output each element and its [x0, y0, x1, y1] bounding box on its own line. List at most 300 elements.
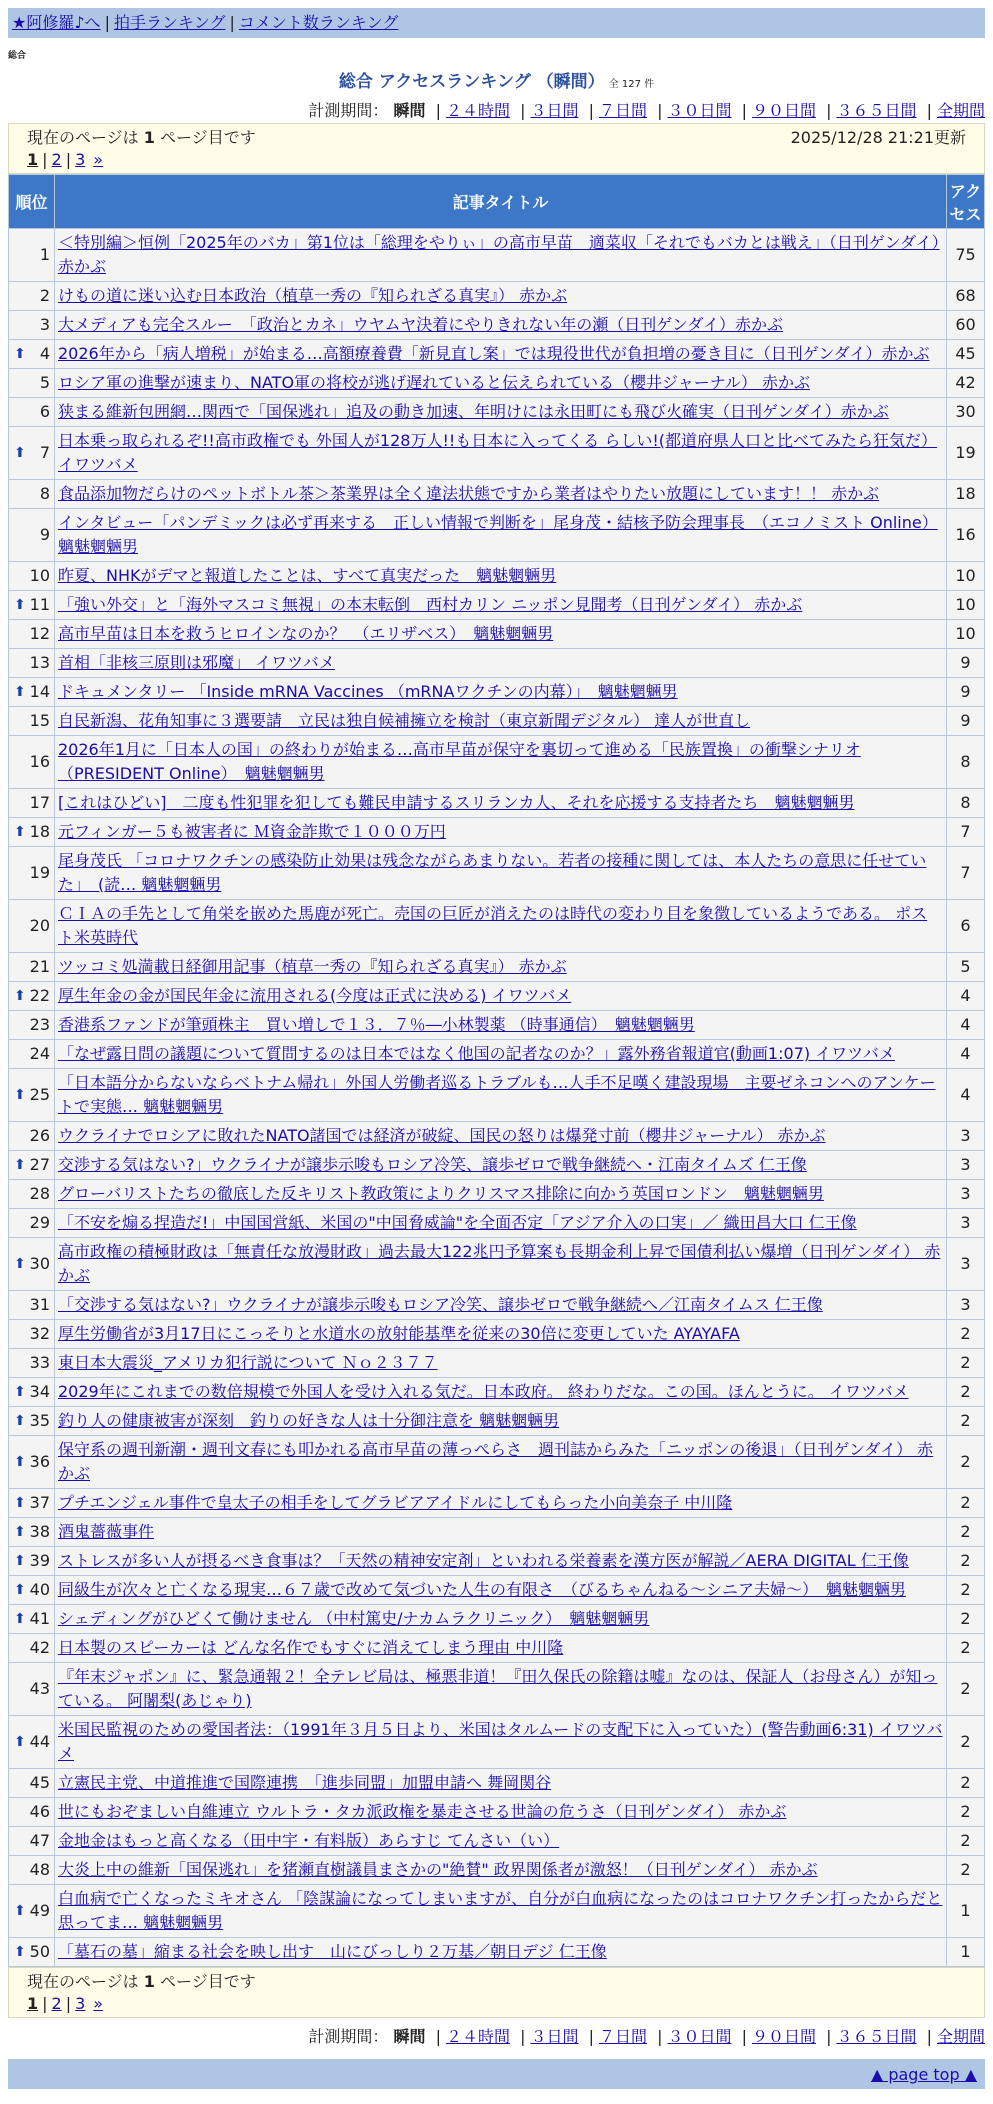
rank-cell	[9, 398, 55, 427]
pager-page-2[interactable]: 2	[51, 1994, 62, 2013]
rank-cell	[9, 1716, 55, 1769]
access-count: 3	[947, 1238, 985, 1291]
period-bar-bottom: 計測期間： 瞬間 | ２４時間 | ３日間 | ７日間 | ３０日間 | ９０日間 | ３６５日間 | 全期間	[308, 2027, 985, 2046]
table-row	[9, 1349, 985, 1378]
rank-cell	[9, 900, 55, 953]
period-link-90d[interactable]: ９０日間	[751, 2027, 816, 2046]
title-cell	[55, 1069, 947, 1122]
article-title-link[interactable]: 高市政権の積極財政は「無責任な放漫財政」過去最大122兆円予算案も長期金利上昇で国債利払い爆増（日刊ゲンダイ） 赤かぶ	[58, 1242, 941, 1285]
access-count: 2	[947, 1663, 985, 1716]
page-title-line	[0, 67, 993, 92]
table-row	[9, 1576, 985, 1605]
up-arrow-icon: ⬆	[14, 988, 26, 1004]
access-count: 2	[947, 1407, 985, 1436]
rank-number: 44	[29, 1732, 50, 1751]
up-arrow-icon: ⬆	[14, 1944, 26, 1960]
rank-number: 13	[29, 653, 50, 672]
rank-number: 24	[29, 1044, 50, 1063]
rank-number: 36	[29, 1452, 50, 1471]
rank-number: 42	[29, 1638, 50, 1657]
article-title-link[interactable]: ＣＩＡの手先として角栄を嵌めた馬鹿が死亡。売国の巨匠が消えたのは時代の変わり目を象徴しているようである。 ポスト米英時代	[58, 904, 928, 947]
pager-current: 1	[27, 150, 39, 169]
rank-number: 45	[29, 1773, 50, 1792]
table-row	[9, 1238, 985, 1291]
title-cell	[55, 1827, 947, 1856]
rank-number: 11	[29, 595, 50, 614]
rank-number: 21	[29, 957, 50, 976]
access-count: 2	[947, 1518, 985, 1547]
title-cell	[55, 1122, 947, 1151]
pager-current: 1	[27, 1994, 39, 2013]
table-row	[9, 620, 985, 649]
period-link-7d[interactable]: ７日間	[598, 2027, 647, 2046]
up-arrow-icon: ⬆	[14, 1903, 26, 1919]
rank-cell	[9, 1489, 55, 1518]
access-count: 3	[947, 1180, 985, 1209]
header-title: 記事タイトル	[55, 175, 947, 229]
title-cell	[55, 707, 947, 736]
period-link-3d[interactable]: ３日間	[530, 101, 579, 120]
period-link-24h[interactable]: ２４時間	[445, 101, 510, 120]
title-cell	[55, 1436, 947, 1489]
rank-number: 25	[29, 1085, 50, 1104]
nav-separator: |	[229, 13, 235, 32]
rank-cell	[9, 480, 55, 509]
rank-cell	[9, 229, 55, 282]
title-cell	[55, 1209, 947, 1238]
title-cell	[55, 591, 947, 620]
title-cell	[55, 847, 947, 900]
access-count: 7	[947, 818, 985, 847]
access-count: 2	[947, 1547, 985, 1576]
rank-cell	[9, 1180, 55, 1209]
rank-number: 49	[29, 1901, 50, 1920]
access-count: 45	[947, 340, 985, 369]
up-arrow-icon: ⬆	[14, 1384, 26, 1400]
access-count: 3	[947, 1291, 985, 1320]
table-header-row	[9, 175, 985, 229]
article-title-link[interactable]: [これはひどい] 二度も性犯罪を犯しても難民申請するスリランカ人、それを応援する支持者たち 魑魅魍魎男	[58, 793, 855, 812]
title-cell	[55, 1856, 947, 1885]
rank-number: 38	[29, 1522, 50, 1541]
up-arrow-icon: ⬆	[14, 1553, 26, 1569]
article-title-link[interactable]: 「不安を煽る捏造だ!」中国国営紙、米国の"中国脅威論"を全面否定「アジア介入の口実」／ 織田昌大口 仁王像	[58, 1213, 857, 1232]
table-row	[9, 1180, 985, 1209]
clap-ranking-link[interactable]: 拍手ランキング	[113, 13, 226, 32]
article-title-link[interactable]: 高市早苗は日本を救うヒロインなのか？ （エリザベス） 魑魅魍魎男	[58, 624, 554, 643]
period-current: 瞬間	[393, 101, 426, 120]
table-row	[9, 678, 985, 707]
pager-page-2[interactable]: 2	[51, 150, 62, 169]
article-title-link[interactable]: 「交渉する気はない?」ウクライナが譲歩示唆もロシア冷笑、譲歩ゼロで戦争継続へ／江南タイムス 仁王像	[58, 1295, 823, 1314]
article-title-link[interactable]: ＜特別編＞恒例「2025年のバカ」第1位は「総理をやりぃ」の高市早苗 適菜収「それでもバカとは戦え」（日刊ゲンダイ）赤かぶ	[58, 233, 940, 276]
rank-number: 6	[39, 402, 50, 421]
rank-number: 47	[29, 1831, 50, 1850]
title-cell	[55, 678, 947, 707]
article-title-link[interactable]: インタビュー「パンデミックは必ず再来する 正しい情報で判断を」尾身茂・結核予防会理事長 （エコノミスト Online） 魑魅魍魎男	[58, 513, 938, 556]
rank-cell	[9, 1856, 55, 1885]
title-cell	[55, 1378, 947, 1407]
access-count: 2	[947, 1436, 985, 1489]
access-count: 2	[947, 1605, 985, 1634]
article-title-link[interactable]: ウクライナでロシアに敗れたNATO諸国では経済が破綻、国民の怒りは爆発寸前（櫻井ジャーナル） 赤かぶ	[58, 1126, 826, 1145]
pager-next[interactable]: »	[93, 1994, 104, 2013]
rank-number: 18	[29, 822, 50, 841]
title-cell	[55, 562, 947, 591]
article-title-link[interactable]: 白血病で亡くなったミキオさん 「陰謀論になってしまいますが、自分が白血病になったのはコロナワクチン打ったからだと思ってま… 魑魅魍魎男	[58, 1889, 943, 1932]
rank-cell	[9, 340, 55, 369]
header-rank: 順位	[9, 175, 55, 229]
rank-number: 4	[39, 344, 50, 363]
up-arrow-icon: ⬆	[14, 445, 26, 461]
article-title-link[interactable]: 昨夏、NHKがデマと報道したことは、すべて真実だった 魑魅魍魎男	[58, 566, 557, 585]
article-title-link[interactable]: 香港系ファンドが筆頭株主 買い増しで１３．７％―小林製薬 （時事通信） 魑魅魍魎男	[58, 1015, 695, 1034]
article-title-link[interactable]: 日本乗っ取られるぞ!!高市政権でも 外国人が128万人!!も日本に入ってくる らしい!(都道府県人口と比べてみたら狂気だ） イワツバメ	[58, 431, 938, 474]
title-cell	[55, 1798, 947, 1827]
pager-next[interactable]: »	[93, 150, 104, 169]
access-count: 75	[947, 229, 985, 282]
title-cell	[55, 1605, 947, 1634]
up-arrow-icon: ⬆	[14, 1087, 26, 1103]
rank-number: 10	[29, 566, 50, 585]
up-arrow-icon: ⬆	[14, 684, 26, 700]
table-row	[9, 1885, 985, 1938]
rank-cell	[9, 1378, 55, 1407]
page-title: 総合 アクセスランキング （瞬間）	[338, 72, 605, 92]
rank-cell	[9, 1938, 55, 1967]
table-row	[9, 789, 985, 818]
title-cell	[55, 509, 947, 562]
rank-number: 8	[39, 484, 50, 503]
article-title-link[interactable]: 保守系の週刊新潮・週刊文春にも叩かれる高市早苗の薄っぺらさ 週刊誌からみた「ニッポンの後退」（日刊ゲンダイ） 赤かぶ	[58, 1440, 934, 1483]
rank-cell	[9, 620, 55, 649]
title-cell	[55, 1716, 947, 1769]
rank-cell	[9, 1040, 55, 1069]
title-cell	[55, 340, 947, 369]
rank-cell	[9, 847, 55, 900]
access-count: 6	[947, 900, 985, 953]
ranking-table	[8, 174, 985, 1967]
access-count: 2	[947, 1378, 985, 1407]
title-cell	[55, 1320, 947, 1349]
article-title-link[interactable]: 釣り人の健康被害が深刻 釣りの好きな人は十分御注意を 魑魅魍魎男	[58, 1411, 560, 1430]
article-title-link[interactable]: 『年末ジャポン』に、緊急通報２！全テレビ局は、極悪非道！『田久保氏の除籍は嘘』なのは、保証人（お母さん）が知っている。 阿闍梨(あじゃり)	[58, 1667, 938, 1710]
rank-number: 30	[29, 1254, 50, 1273]
up-arrow-icon: ⬆	[14, 1734, 26, 1750]
rank-cell	[9, 1885, 55, 1938]
rank-cell	[9, 1349, 55, 1378]
table-row	[9, 1320, 985, 1349]
rank-cell	[9, 1209, 55, 1238]
rank-number: 48	[29, 1860, 50, 1879]
article-title-link[interactable]: グローバリストたちの徹底した反キリスト教政策によりクリスマス排除に向かう英国ロンドン 魑魅魍魎男	[58, 1184, 824, 1203]
article-title-link[interactable]: 「墓石の墓」縮まる社会を映し出す 山にびっしり２万基／朝日デジ 仁王像	[58, 1942, 607, 1961]
title-cell	[55, 953, 947, 982]
access-count: 3	[947, 1209, 985, 1238]
rank-number: 20	[29, 916, 50, 935]
page-top-link[interactable]: ▲ page top ▲	[870, 2065, 977, 2084]
article-title-link[interactable]: 「強い外交」と「海外マスコミ無視」の本末転倒 西村カリン ニッポン見聞考（日刊ゲンダイ） 赤かぶ	[58, 595, 803, 614]
title-cell	[55, 1180, 947, 1209]
article-title-link[interactable]: 「日本語分からないならベトナム帰れ」外国人労働者巡るトラブルも…人手不足嘆く建設現場 主要ゼネコンへのアンケートで実態… 魑魅魍魎男	[58, 1073, 936, 1116]
rank-cell	[9, 953, 55, 982]
article-title-link[interactable]: 東日本大震災_アメリカ犯行説について Ｎｏ２３７７	[58, 1353, 438, 1372]
rank-cell	[9, 1576, 55, 1605]
period-label: 計測期間：	[308, 101, 389, 120]
rank-cell	[9, 282, 55, 311]
up-arrow-icon: ⬆	[14, 1413, 26, 1429]
rank-cell	[9, 1547, 55, 1576]
table-row	[9, 1605, 985, 1634]
rank-cell	[9, 707, 55, 736]
access-count: 2	[947, 1349, 985, 1378]
access-count: 3	[947, 1151, 985, 1180]
article-title-link[interactable]: 狭まる維新包囲網…関西で「国保逃れ」追及の動き加速、年明けには永田町にも飛び火確実（日刊ゲンダイ）赤かぶ	[58, 402, 889, 421]
table-row	[9, 736, 985, 789]
table-row	[9, 1011, 985, 1040]
table-row	[9, 562, 985, 591]
up-arrow-icon: ⬆	[14, 1524, 26, 1540]
rank-cell	[9, 1122, 55, 1151]
rank-cell	[9, 1827, 55, 1856]
article-title-link[interactable]: 2026年1月に「日本人の国」の終わりが始まる…高市早苗が保守を裏切って進める「民族置換」の衝撃シナリオ （PRESIDENT Online） 魑魅魍魎男	[58, 740, 861, 783]
rank-number: 16	[29, 752, 50, 771]
rank-cell	[9, 369, 55, 398]
ranking-box	[8, 123, 985, 2018]
title-cell	[55, 282, 947, 311]
article-title-link[interactable]: ツッコミ処満載日経御用記事（植草一秀の『知られざる真実』） 赤かぶ	[58, 957, 567, 976]
access-count: 5	[947, 953, 985, 982]
rank-number: 12	[29, 624, 50, 643]
rank-cell	[9, 1605, 55, 1634]
up-arrow-icon: ⬆	[14, 1495, 26, 1511]
pager-page-3[interactable]: 3	[75, 1994, 86, 2013]
table-row	[9, 1378, 985, 1407]
title-cell	[55, 480, 947, 509]
article-title-link[interactable]: シェディングがひどくて働けません （中村篤史/ナカムラクリニック） 魑魅魍魎男	[58, 1609, 650, 1628]
rank-number: 50	[29, 1942, 50, 1961]
access-count: 4	[947, 1069, 985, 1122]
period-link-30d[interactable]: ３０日間	[667, 2027, 732, 2046]
article-title-link[interactable]: 2026年から「病人増税」が始まる…高額療養費「新見直し案」では現役世代が負担増の憂き目に（日刊ゲンダイ）赤かぶ	[58, 344, 930, 363]
table-row	[9, 229, 985, 282]
rank-cell	[9, 1238, 55, 1291]
title-cell	[55, 1938, 947, 1967]
access-count: 10	[947, 620, 985, 649]
rank-number: 31	[29, 1295, 50, 1314]
table-row	[9, 1122, 985, 1151]
period-bar-top: 計測期間： 瞬間 | ２４時間 | ３日間 | ７日間 | ３０日間 | ９０日間 | ３６５日間 | 全期間	[308, 101, 985, 120]
table-row	[9, 1518, 985, 1547]
pager-bottom: 1 | 2 | 3 »	[27, 1994, 104, 2013]
article-title-link[interactable]: ロシア軍の進撃が速まり、NATO軍の将校が逃げ遅れていると伝えられている（櫻井ジャーナル） 赤かぶ	[58, 373, 811, 392]
period-link-30d[interactable]: ３０日間	[667, 101, 732, 120]
access-count: 4	[947, 982, 985, 1011]
access-count: 1	[947, 1938, 985, 1967]
header-access: アクセス	[947, 175, 985, 229]
rank-number: 40	[29, 1580, 50, 1599]
title-cell	[55, 1663, 947, 1716]
title-cell	[55, 1547, 947, 1576]
access-count: 9	[947, 649, 985, 678]
table-row	[9, 900, 985, 953]
article-title-link[interactable]: 世にもおぞましい自維連立 ウルトラ・タカ派政権を暴走させる世論の危うさ（日刊ゲンダイ） 赤かぶ	[58, 1802, 787, 1821]
period-link-all[interactable]: 全期間	[936, 101, 985, 120]
rank-cell	[9, 789, 55, 818]
article-title-link[interactable]: プチエンジェル事件で皇太子の相手をしてグラビアアイドルにしてもらった小向美奈子 中川隆	[58, 1493, 733, 1512]
period-link-all[interactable]: 全期間	[936, 2027, 985, 2046]
title-cell	[55, 1238, 947, 1291]
title-cell	[55, 1885, 947, 1938]
access-count: 2	[947, 1320, 985, 1349]
access-count: 7	[947, 847, 985, 900]
access-count: 4	[947, 1040, 985, 1069]
title-cell	[55, 1769, 947, 1798]
title-cell	[55, 1349, 947, 1378]
article-title-link[interactable]: 大炎上中の維新「国保逃れ」を猪瀬直樹議員まさかの"絶賛" 政界関係者が激怒！（日刊ゲンダイ） 赤かぶ	[58, 1860, 818, 1879]
period-link-90d[interactable]: ９０日間	[751, 101, 816, 120]
article-title-link[interactable]: 交渉する気はない?」ウクライナが譲歩示唆もロシア冷笑、譲歩ゼロで戦争継続へ・江南タイムズ 仁王像	[58, 1155, 807, 1174]
up-arrow-icon: ⬆	[14, 1611, 26, 1627]
article-title-link[interactable]: 首相「非核三原則は邪魔」 イワツバメ	[58, 653, 335, 672]
home-link[interactable]: ★阿修羅♪へ	[12, 13, 101, 32]
title-cell	[55, 1291, 947, 1320]
page-info-top	[8, 123, 985, 174]
up-arrow-icon: ⬆	[14, 1157, 26, 1173]
article-title-link[interactable]: 米国民監視のための愛国者法：（1991年３月５日より、米国はタルムードの支配下に入っていた）(警告動画6:31) イワツバメ	[58, 1720, 943, 1763]
access-count: 3	[947, 1122, 985, 1151]
title-cell	[55, 620, 947, 649]
article-title-link[interactable]: 大メディアも完全スルー 「政治とカネ」ウヤムヤ決着にやりきれない年の瀬（日刊ゲンダイ）赤かぶ	[58, 315, 783, 334]
article-title-link[interactable]: 同級生が次々と亡くなる現実…６７歳で改めて気づいた人生の有限さ （びるちゃんねる〜シニア夫婦〜） 魑魅魍魎男	[58, 1580, 907, 1599]
pager-page-3[interactable]: 3	[75, 150, 86, 169]
rank-cell	[9, 982, 55, 1011]
table-row	[9, 591, 985, 620]
article-title-link[interactable]: 日本製のスピーカーは どんな名作でもすぐに消えてしまう理由 中川隆	[58, 1638, 564, 1657]
rank-cell	[9, 736, 55, 789]
rank-cell	[9, 1436, 55, 1489]
rank-number: 3	[39, 315, 50, 334]
table-row	[9, 282, 985, 311]
access-count: 4	[947, 1011, 985, 1040]
title-cell	[55, 1407, 947, 1436]
section-label: 総合	[8, 51, 27, 61]
article-title-link[interactable]: 2029年にこれまでの数倍規模で外国人を受け入れる気だ。日本政府。 終わりだな。この国。ほんとうに。 イワツバメ	[58, 1382, 909, 1401]
rank-cell	[9, 591, 55, 620]
title-cell	[55, 1576, 947, 1605]
access-count: 30	[947, 398, 985, 427]
article-title-link[interactable]: 酒鬼薔薇事件	[58, 1522, 155, 1541]
article-title-link[interactable]: 自民新潟、花角知事に３選要請 立民は独自候補擁立を検討（東京新聞デジタル） 達人が世直し	[58, 711, 751, 730]
access-count: 1	[947, 1885, 985, 1938]
rank-cell	[9, 1769, 55, 1798]
rank-number: 15	[29, 711, 50, 730]
table-row	[9, 369, 985, 398]
article-title-link[interactable]: 「なぜ露日問の議題について質問するのは日本ではなく他国の記者なのか？」露外務省報道官(動画1:07) イワツバメ	[58, 1044, 895, 1063]
period-link-365d[interactable]: ３６５日間	[836, 2027, 917, 2046]
access-count: 9	[947, 678, 985, 707]
rank-cell	[9, 1291, 55, 1320]
rank-number: 28	[29, 1184, 50, 1203]
article-title-link[interactable]: 厚生労働省が3月17日にこっそりと水道水の放射能基準を従来の30倍に変更していた AYAYAFA	[58, 1324, 740, 1343]
access-count: 16	[947, 509, 985, 562]
rank-cell	[9, 1798, 55, 1827]
article-title-link[interactable]: ストレスが多い人が摂るべき食事は？「天然の精神安定剤」といわれる栄養素を漢方医が解説／AERA DIGITAL 仁王像	[58, 1551, 909, 1570]
title-cell	[55, 982, 947, 1011]
comment-ranking-link[interactable]: コメント数ランキング	[238, 13, 399, 32]
table-row	[9, 1856, 985, 1885]
table-row	[9, 953, 985, 982]
article-title-link[interactable]: 尾身茂氏 「コロナワクチンの感染防止効果は残念ながらあまりない。若者の接種に関しては、本人たちの意思に任せていた」 (読… 魑魅魍魎男	[58, 851, 927, 894]
footer-bar	[8, 2059, 985, 2089]
page-info-text: 現在のページは 1 ページ目です	[27, 128, 256, 147]
title-cell	[55, 1489, 947, 1518]
rank-number: 23	[29, 1015, 50, 1034]
nav-separator: |	[104, 13, 110, 32]
table-row	[9, 1489, 985, 1518]
rank-cell	[9, 678, 55, 707]
title-cell	[55, 1040, 947, 1069]
table-row	[9, 982, 985, 1011]
table-row	[9, 1663, 985, 1716]
access-count: 2	[947, 1576, 985, 1605]
rank-number: 35	[29, 1411, 50, 1430]
table-row	[9, 1151, 985, 1180]
table-row	[9, 1634, 985, 1663]
period-link-24h[interactable]: ２４時間	[445, 2027, 510, 2046]
rank-number: 5	[39, 373, 50, 392]
article-title-link[interactable]: 厚生年金の金が国民年金に流用される(今度は正式に決める) イワツバメ	[58, 986, 572, 1005]
article-title-link[interactable]: 食品添加物だらけのペットボトル茶＞茶業界は全く違法状態ですから業者はやりたい放題にしています！！ 赤かぶ	[58, 484, 880, 503]
table-row	[9, 480, 985, 509]
title-cell	[55, 427, 947, 480]
rank-cell	[9, 1151, 55, 1180]
table-row	[9, 1827, 985, 1856]
title-cell	[55, 369, 947, 398]
ranking-table-body	[9, 229, 985, 1967]
article-title-link[interactable]: 立憲民主党、中道推進で国際連携 「進歩同盟」加盟申請へ 舞岡関谷	[58, 1773, 552, 1792]
title-cell	[55, 1011, 947, 1040]
title-cell	[55, 1151, 947, 1180]
article-title-link[interactable]: 元フィンガー５も被害者に Ｍ資金詐欺で１０００万円	[58, 822, 446, 841]
rank-number: 39	[29, 1551, 50, 1570]
rank-number: 14	[29, 682, 50, 701]
table-row	[9, 1716, 985, 1769]
rank-number: 2	[39, 286, 50, 305]
article-title-link[interactable]: ドキュメンタリー 「Inside mRNA Vaccines （mRNAワクチンの内幕）」 魑魅魍魎男	[58, 682, 678, 701]
rank-number: 1	[39, 245, 50, 264]
page-info-text: 現在のページは 1 ページ目です	[27, 1972, 256, 1991]
period-link-3d[interactable]: ３日間	[530, 2027, 579, 2046]
rank-cell	[9, 818, 55, 847]
table-row	[9, 1291, 985, 1320]
access-count: 2	[947, 1827, 985, 1856]
period-link-365d[interactable]: ３６５日間	[836, 101, 917, 120]
period-link-7d[interactable]: ７日間	[598, 101, 647, 120]
table-row	[9, 1436, 985, 1489]
rank-cell	[9, 1320, 55, 1349]
article-title-link[interactable]: 金地金はもっと高くなる（田中宇・有料版）あらすじ てんさい（い）	[58, 1831, 560, 1850]
title-cell	[55, 818, 947, 847]
rank-number: 32	[29, 1324, 50, 1343]
period-label: 計測期間：	[308, 2027, 389, 2046]
rank-number: 29	[29, 1213, 50, 1232]
up-arrow-icon: ⬆	[14, 1454, 26, 1470]
table-row	[9, 1040, 985, 1069]
rank-number: 46	[29, 1802, 50, 1821]
article-title-link[interactable]: けもの道に迷い込む日本政治（植草一秀の『知られざる真実』） 赤かぶ	[58, 286, 568, 305]
table-row	[9, 340, 985, 369]
